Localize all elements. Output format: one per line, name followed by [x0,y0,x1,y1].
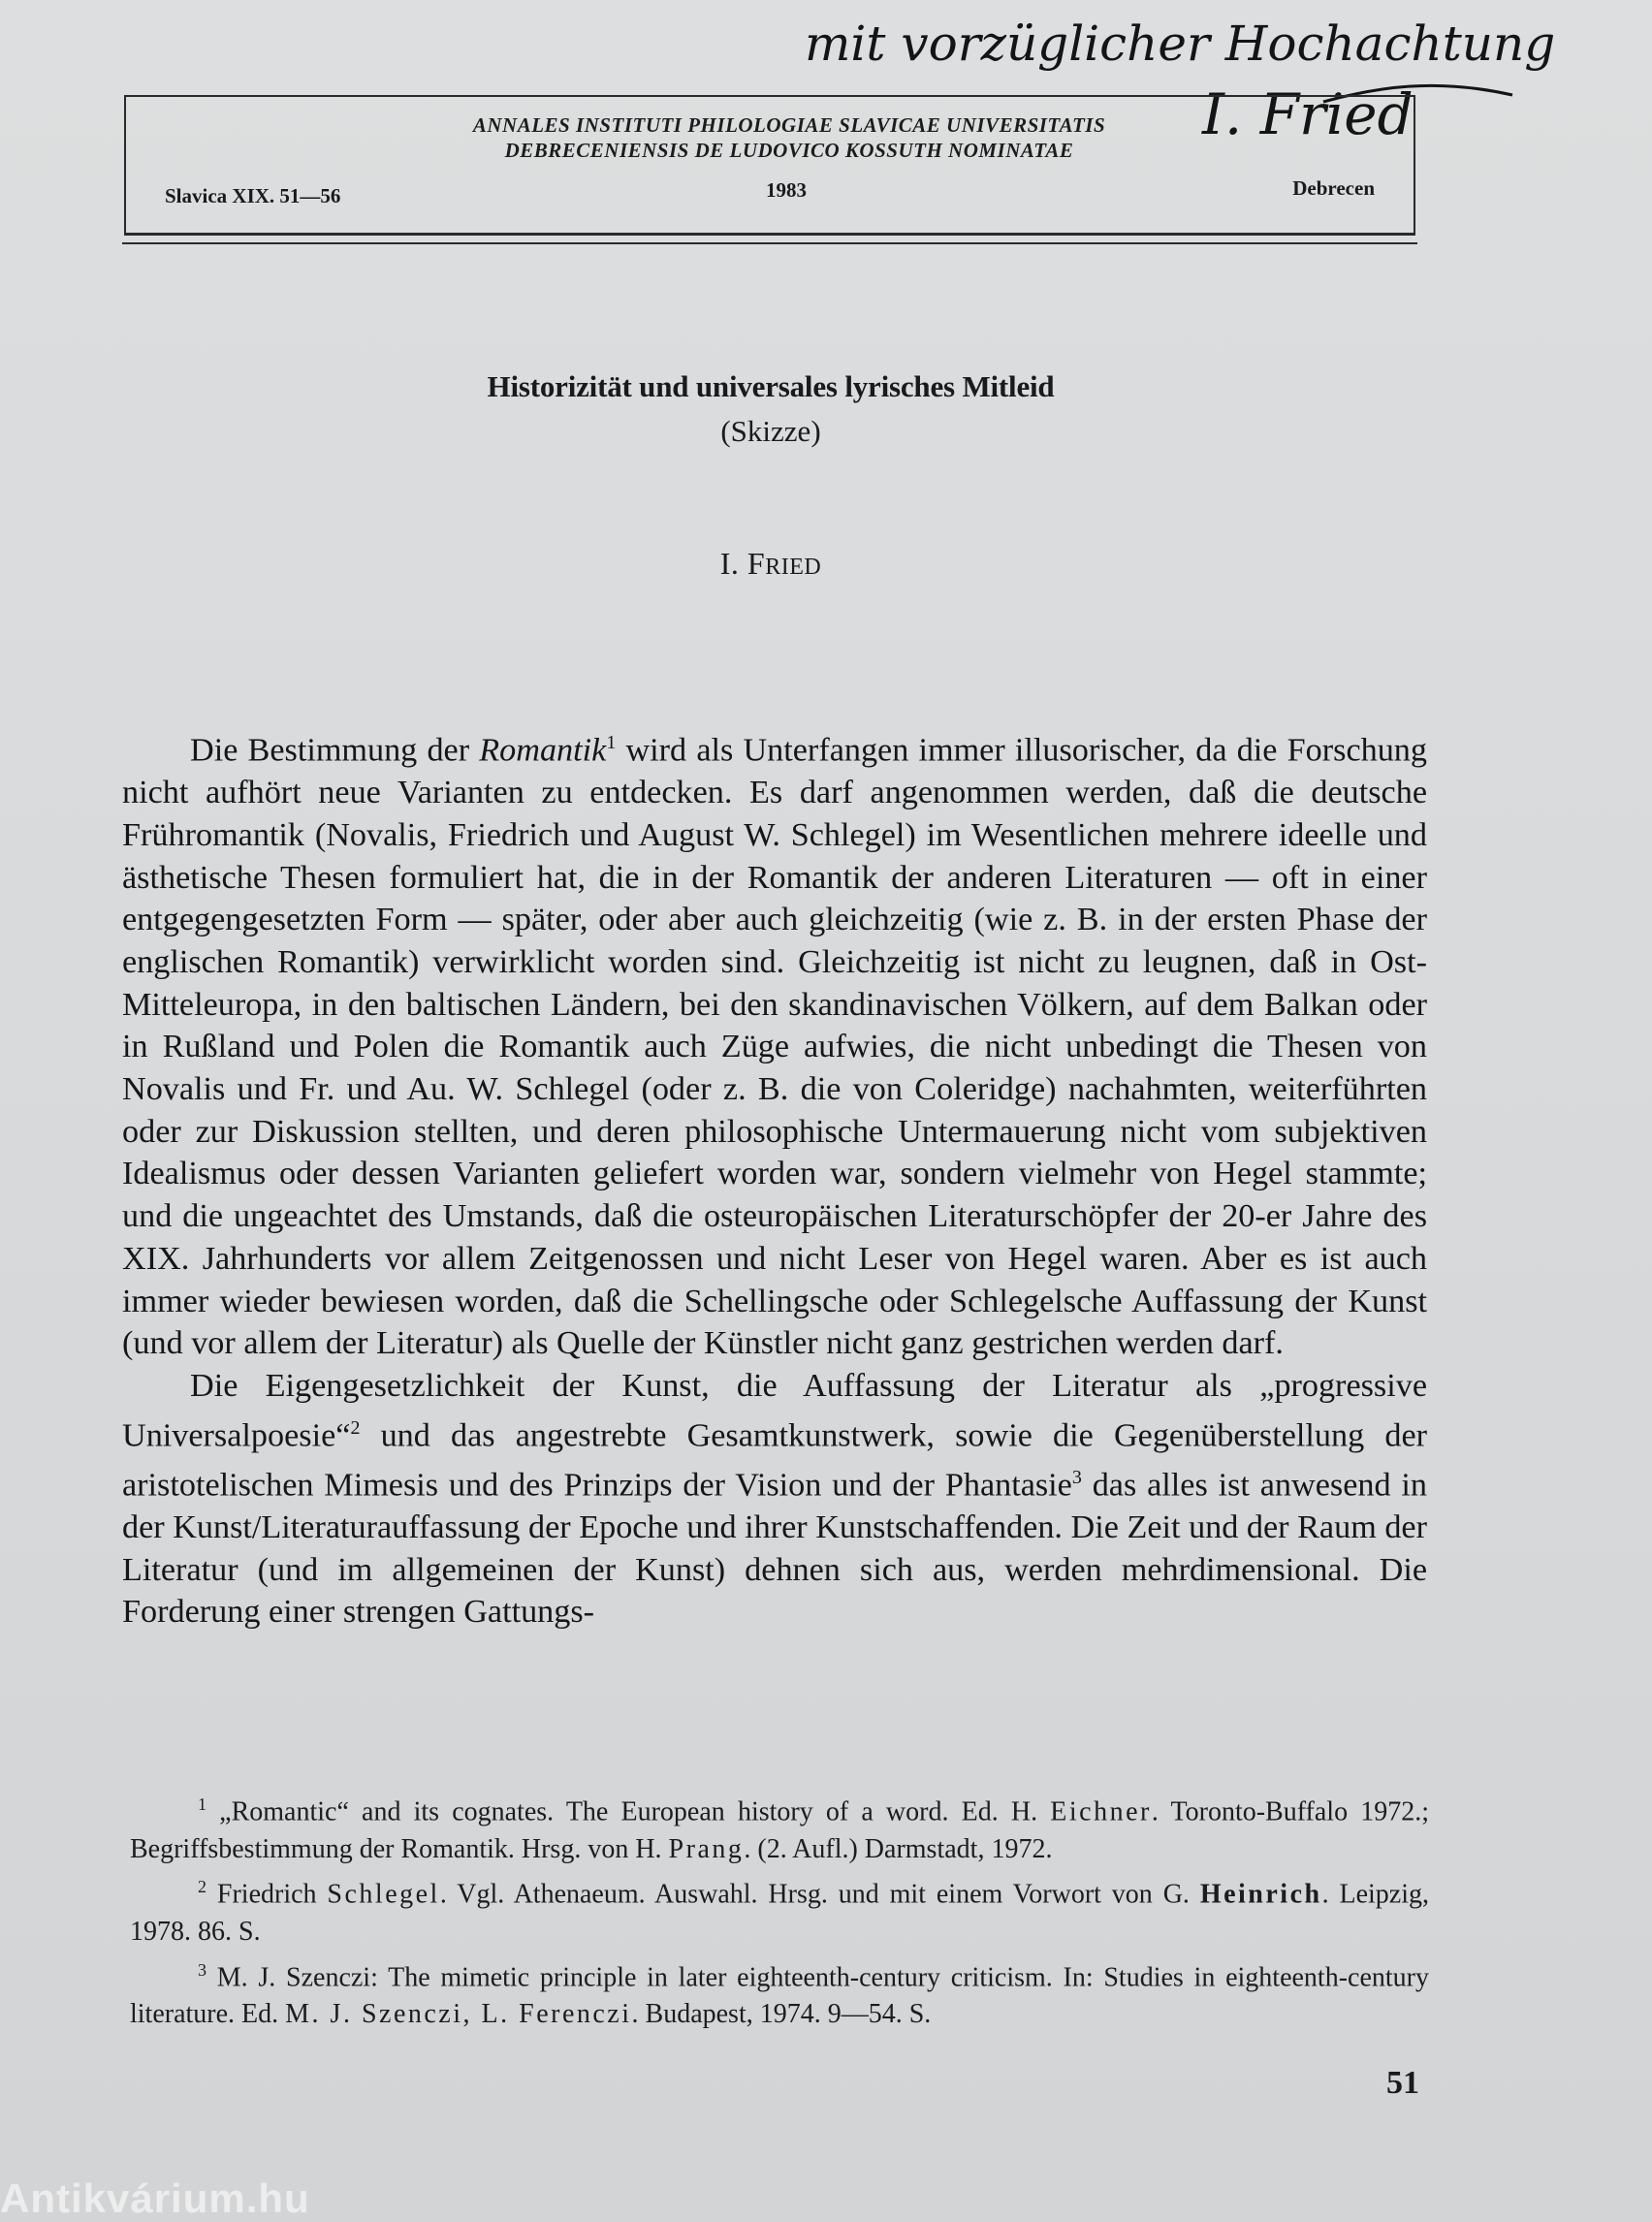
footnote-mark: 3 [198,1959,206,1980]
paragraph-1 [122,722,1427,1365]
spaced-name: Schlegel [327,1879,440,1910]
text-run: M. J. Szenczi: The mimetic principle in later eighteenth-century criticism. In: Studies in eighteenth-century literature. Ed. [130,1961,1429,2030]
text-run: . (2. Aufl.) Darmstadt, 1972. [744,1833,1053,1864]
footnotes [130,1786,1429,2034]
journal-meta [165,176,1375,213]
footnote-3 [130,1952,1429,2034]
publication-place: Debrecen [1292,176,1375,200]
spaced-name: Heinrich [1199,1879,1322,1910]
spaced-name: M. J. Szenczi, L. Ferenczi [285,1999,632,2030]
emphasized-term: Romantik [479,732,607,769]
article-body [122,722,1427,1634]
text-run: . Toronto-Buffalo 1972.; Begriffsbestimmung der Romantik. Hrsg. von H. [130,1796,1430,1864]
text-run: das alles ist anwesend in der Kunst/Literaturauffassung der Epoche und ihrer Kunstschaffenden. Die Zeit und der Raum der Literatur (und im allgemeinen der Kunst) dehnen sich aus, werden mehrdimensional. Die Forderung einer strengen Gattungs- [122,1467,1427,1631]
article-author [0,546,1541,582]
footnote-2 [130,1868,1429,1951]
series-pages: Slavica XIX. 51—56 [165,184,341,207]
text-run: Die Bestimmung der [190,732,480,769]
footnote-ref-2: 2 [350,1416,361,1439]
text-run: Die Eigengesetzlichkeit der Kunst, die Auffassung der Literatur als „progressive Universalpoesie“ [122,1367,1427,1454]
journal-name-line-2: DEBRECENIENSIS DE LUDOVICO KOSSUTH NOMINATAE [504,139,1074,162]
article-subtitle: (Skizze) [720,414,821,448]
author-signature: I. Fried [1202,81,1414,147]
text-run: und das angestrebte Gesamtkunstwerk, sowie die Gegenüberstellung der aristotelischen Mimesis und des Prinzips der Vision und der Phantasie [122,1417,1427,1504]
publication-year: 1983 [766,178,807,202]
journal-name-line-1: ANNALES INSTITUTI PHILOLOGIAE SLAVICAE UNIVERSITATIS [472,113,1106,137]
dedication-text: mit vorzüglicher Hochachtung [805,16,1556,72]
journal-header [124,95,1415,236]
spaced-name: Eichner [1050,1796,1152,1827]
text-run: . Budapest, 1974. 9—54. S. [631,1999,932,2030]
footnote-ref-1: 1 [606,732,617,753]
author-initial: I. F [719,546,766,581]
text-run: wird als Unterfangen immer illusorischer, da die Forschung nicht aufhört neue Varianten zu entdecken. Es darf angenommen werden, daß die deutsche Frühromantik (Novalis, Friedrich und August W. Schlegel) im Wesentlichen mehrere ideelle und ästhetische Thesen formuliert hat, die in der Romantik der anderen Literaturen — oft in einer entgegengesetzten Form — später, oder aber auch gleichzeitig (wie z. B. in der ersten Phase der englischen Romantik) verwirklicht worden sind. Gleichzeitig ist nicht zu leugnen, daß in Ost-Mitteleuropa, in den baltischen Ländern, bei den skandinavischen Völkern, auf dem Balkan oder in Rußland und Polen die Romantik auch Züge aufwies, die nicht unbedingt die Thesen von Novalis und Fr. und Au. W. Schlegel (oder z. B. die von Coleridge) nachahmten, weiterführten oder zur Diskussion stellten, und deren philosophische Untermauerung nicht vom subjektiven Idealismus oder dessen Varianten geliefert worden war, sondern vielmehr von Hegel stammte; und die ungeachtet des Umstands, daß die osteuropäischen Literaturschöpfer der 20-er Jahre des XIX. Jahrhunderts vor allem Zeitgenossen und nicht Leser von Hegel waren. Aber es ist auch immer wieder bewiesen worden, daß die Schellingsche oder Schlegelsche Auffassung der Kunst (und vor allem der Literatur) als Quelle der Künstler nicht ganz gestrichen werden darf. [122,732,1427,1362]
text-run: „Romantic“ and its cognates. The European history of a word. Ed. H. [206,1796,1051,1827]
footnote-mark: 2 [198,1877,206,1897]
text-run: . Leipzig, 1978. 86. S. [130,1879,1429,1948]
footnote-ref-3: 3 [1071,1466,1082,1488]
footnote-1 [130,1786,1429,1868]
footnote-mark: 1 [198,1794,206,1814]
header-rule [122,242,1417,244]
text-run: . Vgl. Athenaeum. Auswahl. Hrsg. und mit einem Vorwort von G. [439,1879,1200,1910]
paragraph-2 [122,1365,1427,1634]
page-number: 51 [1386,2065,1419,2101]
watermark: Antikvárium.hu [0,2175,310,2221]
text-run: Friedrich [206,1879,328,1910]
author-surname-smallcaps: RIED [765,555,822,580]
journal-name [126,112,1414,163]
article-title: Historizität und universales lyrisches Mitleid [487,369,1055,403]
spaced-name: Prang [668,1833,745,1864]
